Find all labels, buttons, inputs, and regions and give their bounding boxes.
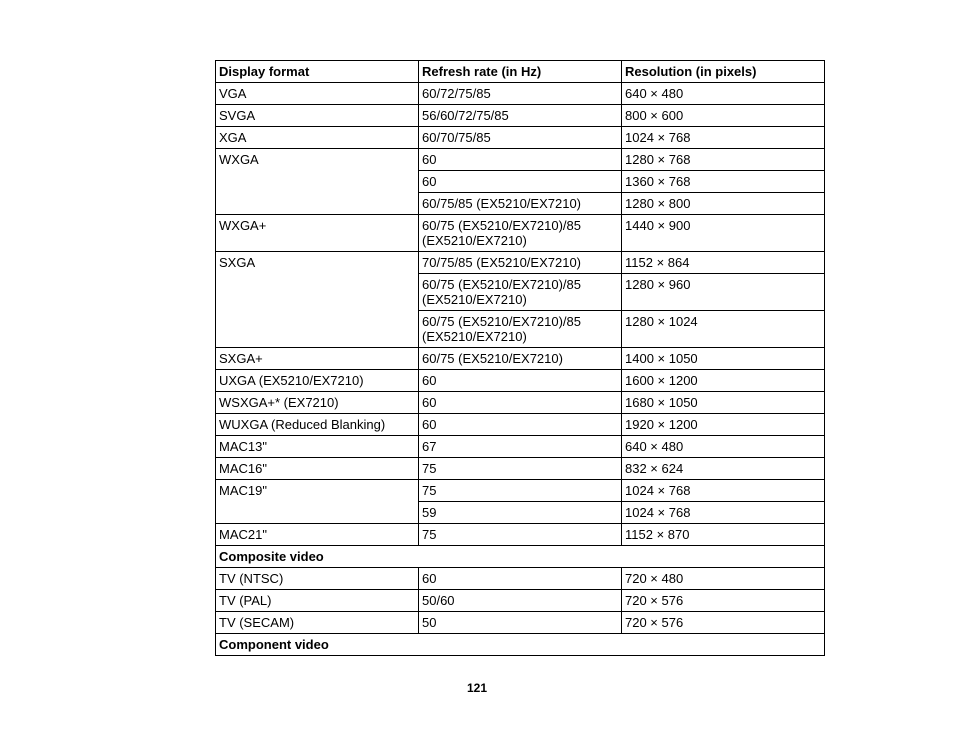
- cell-refresh-rate: 75: [419, 480, 622, 502]
- cell-resolution: 1600 × 1200: [622, 370, 825, 392]
- display-format-table: [215, 60, 825, 656]
- cell-refresh-rate: 59: [419, 502, 622, 524]
- cell-resolution: 1400 × 1050: [622, 348, 825, 370]
- section-row: [216, 634, 825, 656]
- header-display-format: Display format: [216, 61, 419, 83]
- cell-resolution: 720 × 576: [622, 590, 825, 612]
- cell-refresh-rate: 60/75 (EX5210/EX7210)/85 (EX5210/EX7210): [419, 215, 622, 252]
- cell-resolution: 1440 × 900: [622, 215, 825, 252]
- cell-resolution: 1280 × 1024: [622, 311, 825, 348]
- table-row: [216, 480, 825, 502]
- cell-resolution: 1280 × 960: [622, 274, 825, 311]
- cell-refresh-rate: 60/72/75/85: [419, 83, 622, 105]
- cell-resolution: 1152 × 870: [622, 524, 825, 546]
- cell-display-format: MAC13": [216, 436, 419, 458]
- cell-display-format: SXGA+: [216, 348, 419, 370]
- table-row: [216, 370, 825, 392]
- cell-refresh-rate: 56/60/72/75/85: [419, 105, 622, 127]
- cell-refresh-rate: 60/75 (EX5210/EX7210): [419, 348, 622, 370]
- cell-refresh-rate: 60/75 (EX5210/EX7210)/85 (EX5210/EX7210): [419, 311, 622, 348]
- cell-resolution: 720 × 576: [622, 612, 825, 634]
- section-row: [216, 546, 825, 568]
- section-heading: Composite video: [216, 546, 825, 568]
- cell-display-format: SXGA: [216, 252, 419, 348]
- cell-resolution: 832 × 624: [622, 458, 825, 480]
- cell-refresh-rate: 70/75/85 (EX5210/EX7210): [419, 252, 622, 274]
- table-row: [216, 83, 825, 105]
- cell-display-format: UXGA (EX5210/EX7210): [216, 370, 419, 392]
- cell-refresh-rate: 50: [419, 612, 622, 634]
- cell-display-format: MAC19": [216, 480, 419, 524]
- cell-display-format: XGA: [216, 127, 419, 149]
- table-row: [216, 127, 825, 149]
- page-number: 121: [466, 681, 488, 695]
- table-row: [216, 392, 825, 414]
- cell-resolution: 1152 × 864: [622, 252, 825, 274]
- cell-display-format: WXGA+: [216, 215, 419, 252]
- cell-display-format: TV (PAL): [216, 590, 419, 612]
- cell-display-format: TV (NTSC): [216, 568, 419, 590]
- header-refresh-rate: Refresh rate (in Hz): [419, 61, 622, 83]
- table-row: [216, 348, 825, 370]
- cell-refresh-rate: 75: [419, 524, 622, 546]
- table-header-row: [216, 61, 825, 83]
- cell-display-format: MAC21": [216, 524, 419, 546]
- cell-refresh-rate: 50/60: [419, 590, 622, 612]
- cell-resolution: 640 × 480: [622, 436, 825, 458]
- section-heading: Component video: [216, 634, 825, 656]
- header-resolution: Resolution (in pixels): [622, 61, 825, 83]
- table-row: [216, 105, 825, 127]
- table-body: [216, 83, 825, 656]
- cell-display-format: WUXGA (Reduced Blanking): [216, 414, 419, 436]
- table-row: [216, 524, 825, 546]
- cell-resolution: 1280 × 768: [622, 149, 825, 171]
- table-row: [216, 215, 825, 252]
- cell-refresh-rate: 60: [419, 370, 622, 392]
- cell-resolution: 1024 × 768: [622, 502, 825, 524]
- cell-refresh-rate: 60: [419, 149, 622, 171]
- cell-resolution: 1280 × 800: [622, 193, 825, 215]
- table-row: [216, 414, 825, 436]
- table-row: [216, 568, 825, 590]
- cell-display-format: WSXGA+* (EX7210): [216, 392, 419, 414]
- cell-resolution: 800 × 600: [622, 105, 825, 127]
- cell-display-format: WXGA: [216, 149, 419, 215]
- cell-refresh-rate: 60: [419, 392, 622, 414]
- cell-resolution: 720 × 480: [622, 568, 825, 590]
- table-row: [216, 436, 825, 458]
- cell-display-format: MAC16": [216, 458, 419, 480]
- cell-resolution: 1360 × 768: [622, 171, 825, 193]
- cell-refresh-rate: 60/70/75/85: [419, 127, 622, 149]
- cell-resolution: 1680 × 1050: [622, 392, 825, 414]
- cell-resolution: 1024 × 768: [622, 127, 825, 149]
- table-row: [216, 458, 825, 480]
- cell-refresh-rate: 60: [419, 568, 622, 590]
- table-row: [216, 612, 825, 634]
- cell-refresh-rate: 60: [419, 414, 622, 436]
- cell-refresh-rate: 60/75 (EX5210/EX7210)/85 (EX5210/EX7210): [419, 274, 622, 311]
- cell-resolution: 1024 × 768: [622, 480, 825, 502]
- cell-refresh-rate: 67: [419, 436, 622, 458]
- table-row: [216, 149, 825, 171]
- table-row: [216, 590, 825, 612]
- cell-display-format: SVGA: [216, 105, 419, 127]
- cell-resolution: 640 × 480: [622, 83, 825, 105]
- cell-refresh-rate: 75: [419, 458, 622, 480]
- cell-refresh-rate: 60: [419, 171, 622, 193]
- cell-resolution: 1920 × 1200: [622, 414, 825, 436]
- table-row: [216, 252, 825, 274]
- cell-refresh-rate: 60/75/85 (EX5210/EX7210): [419, 193, 622, 215]
- cell-display-format: VGA: [216, 83, 419, 105]
- cell-display-format: TV (SECAM): [216, 612, 419, 634]
